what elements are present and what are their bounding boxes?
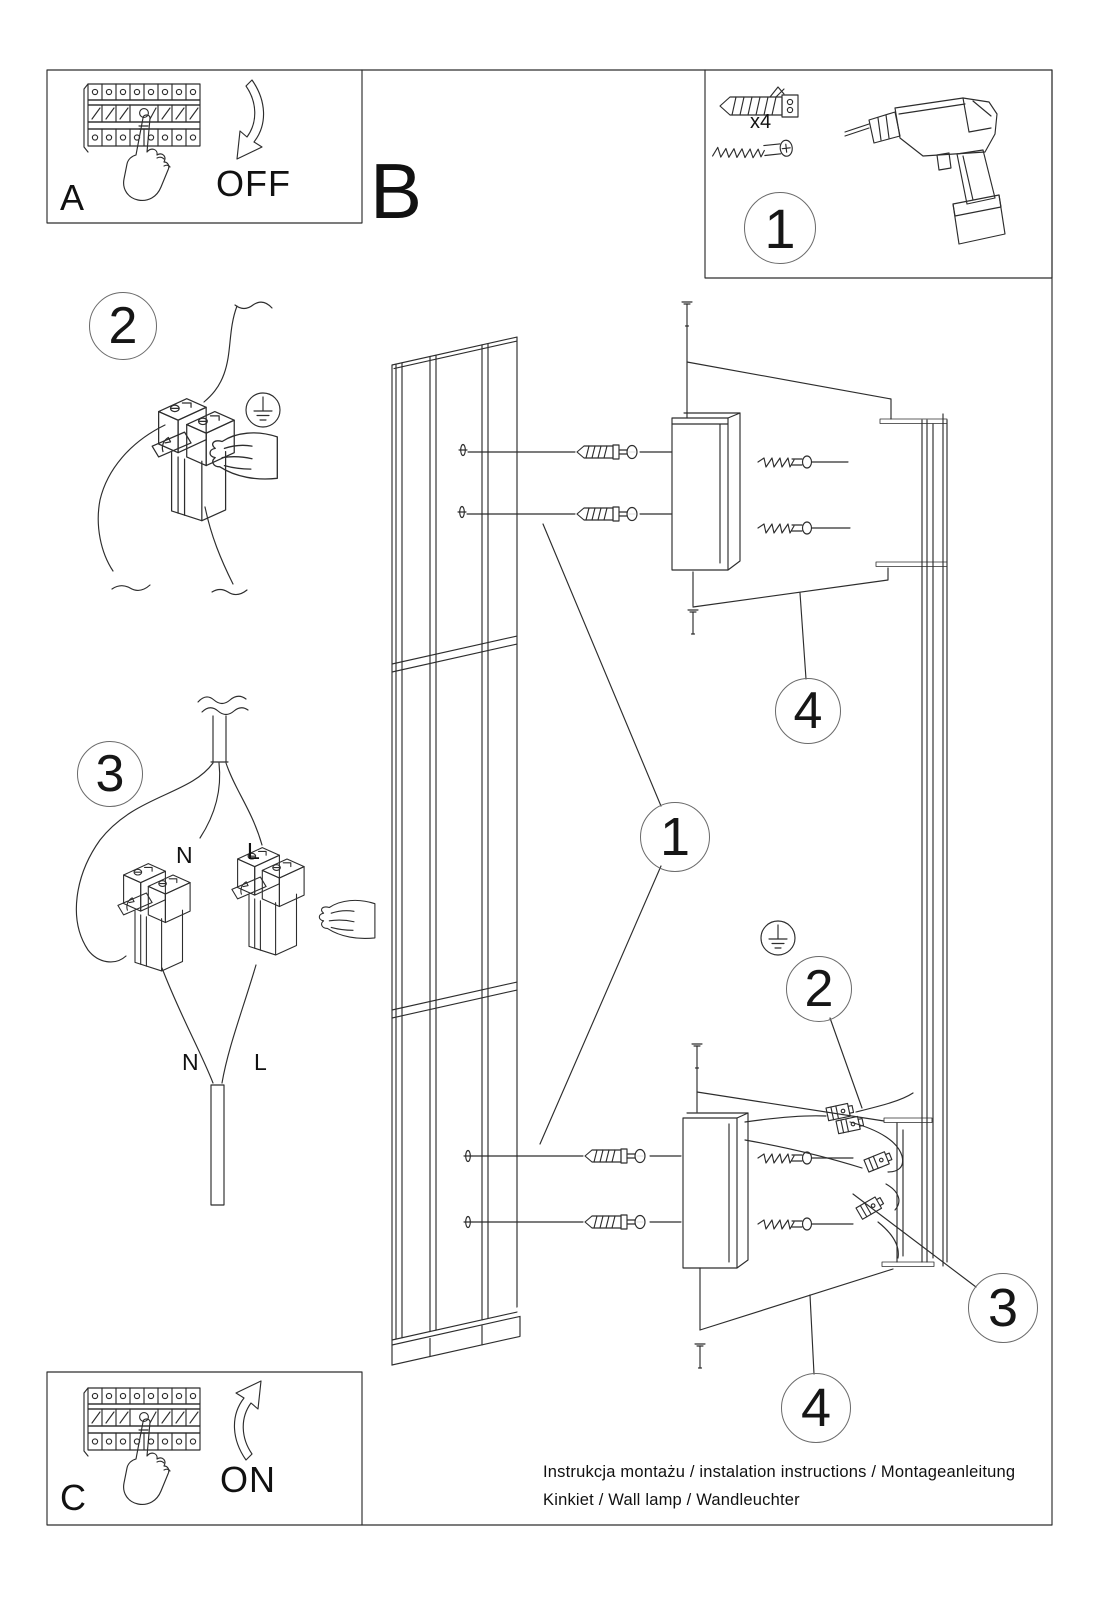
panel-b-label: B: [370, 147, 423, 235]
terminal-blocks-right-icon: [232, 848, 304, 955]
wire-n-top-label: N: [176, 842, 193, 868]
wire-n-bottom-label: N: [182, 1049, 199, 1075]
callout-3-badge: 3: [968, 1273, 1038, 1343]
wall-rail: [876, 414, 947, 1267]
arrow-down-icon: [237, 80, 264, 159]
footer-title-line: Instrukcja montażu / instalation instructions / Montageanleitung: [543, 1463, 1016, 1481]
panel-screw-holes: [458, 445, 472, 1228]
step-1-badge: 1: [744, 192, 816, 264]
panel-c-label: C: [60, 1477, 86, 1518]
on-label: ON: [220, 1459, 276, 1500]
callout-lines: [540, 524, 976, 1374]
mounting-bracket-top: [672, 302, 891, 634]
footer-product-line: Kinkiet / Wall lamp / Wandleuchter: [543, 1491, 800, 1509]
pressing-hand-icon: [124, 115, 170, 200]
callout-4-bottom-badge: 4: [781, 1373, 851, 1443]
pinch-hand-icon: [319, 900, 375, 938]
step-2-badge: 2: [89, 292, 157, 360]
pressing-hand-icon: [124, 1419, 170, 1504]
breaker-panel-icon: [84, 84, 200, 152]
quantity-label: x4: [750, 111, 772, 133]
page-frame: [47, 70, 1052, 1525]
terminal-blocks-left-icon: [118, 864, 190, 971]
ground-symbol-icon: [761, 921, 795, 955]
panel-a-label: A: [60, 177, 85, 218]
callout-4-top-badge: 4: [775, 678, 841, 744]
screw-icon: [712, 140, 793, 164]
breaker-panel-icon: [84, 1388, 200, 1456]
step-3-badge: 3: [77, 741, 143, 807]
ground-symbol-icon: [246, 393, 280, 427]
drill-icon: [845, 98, 1005, 244]
callout-1-badge: 1: [640, 802, 710, 872]
wire-l-bottom-label: L: [254, 1049, 267, 1075]
wire-l-top-label: L: [247, 838, 260, 864]
callout-2-badge: 2: [786, 956, 852, 1022]
mounting-bracket-bottom: [683, 1044, 893, 1368]
lamp-panel: [392, 336, 520, 1365]
arrow-up-icon: [234, 1381, 261, 1460]
pinch-hand-icon: [210, 433, 277, 479]
terminal-blocks-icon: [152, 399, 234, 521]
off-label: OFF: [216, 163, 291, 204]
wire: [235, 302, 272, 308]
